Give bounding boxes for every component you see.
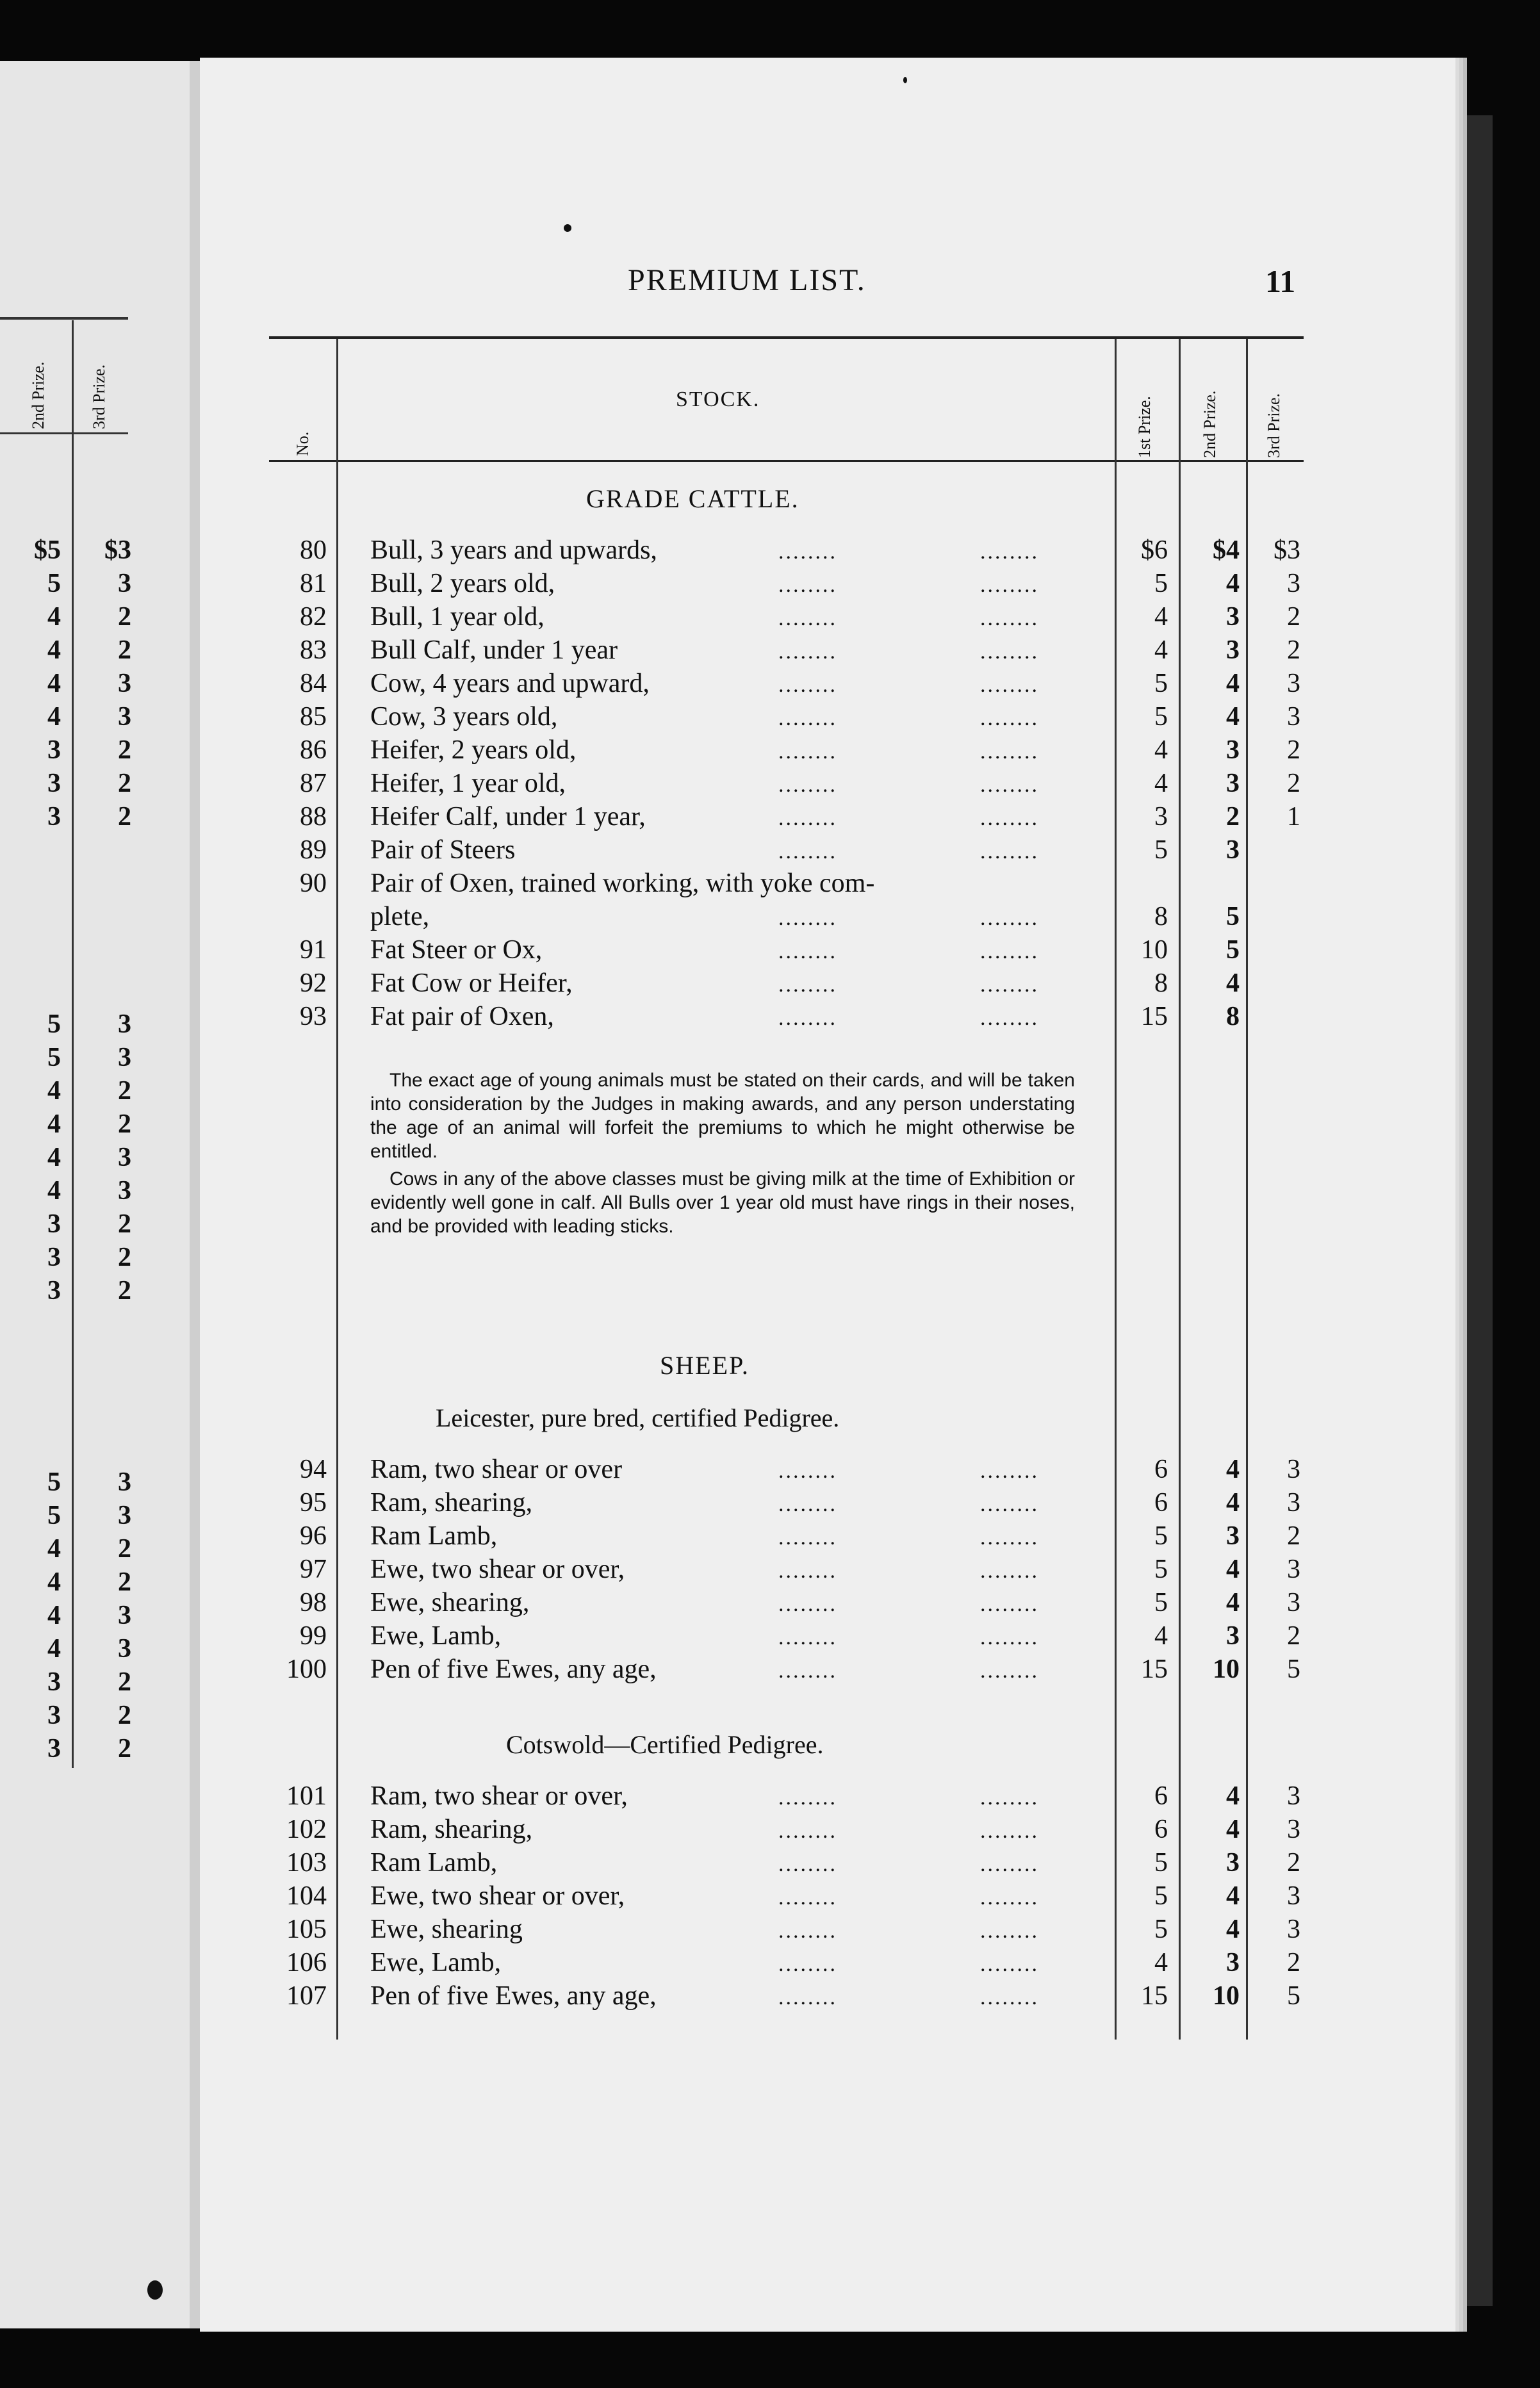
left-third-prize-value: 2 [118,1276,131,1305]
first-prize-value: 8 [1154,969,1168,998]
first-prize-value: 4 [1154,769,1168,798]
first-prize-value: 4 [1154,735,1168,765]
leader-dots: ........ [980,1559,1039,1583]
table-row [0,1914,1540,1946]
leader-dots: ........ [778,1526,837,1550]
entry-description: Fat Steer or Ox, [370,935,543,965]
leader-dots: ........ [778,973,837,997]
leader-dots: ........ [980,1492,1039,1516]
left-third-prize-value: 3 [118,1043,131,1072]
note-cows: Cows in any of the above classes must be giving milk at the time of Exhibition or evidently well gone in calf. All Bulls over 1 year old must have rings in their noses, and be provided with leading sticks. [370,1168,1075,1237]
third-prize-value: 5 [1287,1655,1300,1684]
left-column-header-third-prize: 3rd Prize. [90,364,108,429]
left-third-prize-value: 2 [118,1243,131,1272]
second-prize-value: 5 [1226,902,1240,931]
third-prize-value: 2 [1287,635,1300,665]
entry-description: Pen of five Ewes, any age, [370,1981,657,2011]
left-second-prize-value: 5 [47,1010,61,1039]
table-row [0,735,1540,767]
third-prize-value: 2 [1287,1621,1300,1651]
leader-dots: ........ [980,573,1039,597]
table-row [0,1521,1540,1553]
section-heading-grade-cattle: GRADE CATTLE. [586,484,799,513]
subheading-leicester: Leicester, pure bred, certified Pedigree. [436,1403,840,1432]
third-prize-value: 3 [1287,1555,1300,1584]
left-second-prize-value: 3 [47,802,61,831]
leader-dots: ........ [778,1952,837,1976]
ink-speck [564,224,571,232]
leader-dots: ........ [778,1459,837,1483]
entry-number: 103 [286,1848,327,1877]
table-row [0,535,1540,567]
first-prize-value: 15 [1141,1002,1168,1031]
third-prize-value: 3 [1287,1488,1300,1517]
second-prize-value: 4 [1226,1488,1240,1517]
entry-description: Ewe, Lamb, [370,1621,502,1651]
left-second-prize-value: 3 [47,1701,61,1730]
entry-description: Ram Lamb, [370,1848,498,1877]
left-page-rule [0,432,128,434]
left-second-prize-value: 5 [47,569,61,598]
entry-number: 84 [300,669,327,698]
left-third-prize-value: 3 [118,1143,131,1172]
leader-dots: ........ [778,640,837,664]
table-row [0,1587,1540,1619]
second-prize-value: 3 [1226,602,1240,632]
table-row [0,701,1540,733]
left-third-prize-value: 3 [118,1501,131,1530]
leader-dots: ........ [778,773,837,797]
second-prize-value: 4 [1226,702,1240,732]
second-prize-value: 4 [1226,1781,1240,1811]
entry-number: 90 [300,869,327,898]
leader-dots: ........ [980,707,1039,730]
third-prize-value: 3 [1287,1781,1300,1811]
first-prize-value: 15 [1141,1655,1168,1684]
second-prize-value: 4 [1226,1915,1240,1944]
first-prize-value: 5 [1154,835,1168,865]
entry-description: Pair of Steers [370,835,516,865]
table-row [0,1454,1540,1486]
table-row [0,1814,1540,1846]
leader-dots: ........ [778,540,837,564]
leader-dots: ........ [980,1459,1039,1483]
table-row [0,1487,1540,1519]
third-prize-value: 5 [1287,1981,1300,2011]
left-third-prize-value: 3 [118,1010,131,1039]
entry-number: 86 [300,735,327,765]
entry-description: Bull, 2 years old, [370,569,555,598]
first-prize-value: 4 [1154,635,1168,665]
entry-number: 81 [300,569,327,598]
entry-description: Ram, two shear or over, [370,1781,628,1811]
left-third-prize-value: 2 [118,769,131,798]
left-second-prize-value: 5 [47,1468,61,1497]
entry-number: 88 [300,802,327,831]
leader-dots: ........ [778,1919,837,1943]
leader-dots: ........ [980,973,1039,997]
page-number: 11 [1265,263,1296,299]
left-second-prize-value: 4 [47,635,61,665]
top-rule [269,336,1304,339]
entry-description: Cow, 4 years and upward, [370,669,650,698]
entry-number: 104 [286,1881,327,1911]
third-prize-value: 3 [1287,669,1300,698]
left-second-prize-value: 4 [47,602,61,632]
entry-number: 85 [300,702,327,732]
entry-description: Ewe, Lamb, [370,1948,502,1977]
left-third-prize-value: 2 [118,635,131,665]
left-page-divider-2 [0,317,128,320]
leader-dots: ........ [980,740,1039,764]
entry-number: 83 [300,635,327,665]
left-third-prize-value: 2 [118,1667,131,1697]
entry-description: Heifer, 2 years old, [370,735,577,765]
leader-dots: ........ [980,1592,1039,1616]
left-second-prize-value: 4 [47,1076,61,1106]
left-second-prize-value: 3 [47,1243,61,1272]
second-prize-value: 2 [1226,802,1240,831]
second-prize-value: 8 [1226,1002,1240,1031]
third-prize-value: 3 [1287,1815,1300,1844]
second-prize-value: 3 [1226,835,1240,865]
second-prize-value: 3 [1226,1521,1240,1551]
left-second-prize-value: 4 [47,1534,61,1564]
third-prize-value: 2 [1287,1521,1300,1551]
ink-speck [903,77,907,83]
second-prize-value: 4 [1226,669,1240,698]
entry-description: Ewe, shearing [370,1915,523,1944]
table-row [0,1981,1540,2013]
left-third-prize-value: 3 [118,1634,131,1664]
first-prize-value: 5 [1154,702,1168,732]
entry-description: Fat Cow or Heifer, [370,969,573,998]
third-prize-value: 3 [1287,702,1300,732]
entry-number: 80 [300,536,327,565]
leader-dots: ........ [778,1819,837,1843]
table-row [0,935,1540,967]
entry-description: Ram, two shear or over [370,1455,623,1484]
first-prize-value: 5 [1154,1848,1168,1877]
leader-dots: ........ [980,1886,1039,1910]
first-prize-value: 3 [1154,802,1168,831]
leader-dots: ........ [778,940,837,963]
entry-description: Heifer, 1 year old, [370,769,566,798]
section-heading-sheep: SHEEP. [660,1351,750,1380]
entry-description: Bull Calf, under 1 year [370,635,618,665]
leader-dots: ........ [980,1006,1039,1030]
third-prize-value: 3 [1287,569,1300,598]
left-second-prize-value: $5 [34,536,61,565]
entry-number: 93 [300,1002,327,1031]
first-prize-value: 5 [1154,1588,1168,1617]
column-header-second-prize: 2nd Prize. [1200,390,1219,458]
first-prize-value: 5 [1154,569,1168,598]
note-age: The exact age of young animals must be stated on their cards, and will be taken into consideration by the Judges in making awards, and any person understating the age of an animal will forfeit the premiums to which he might otherwise be entitled. [370,1070,1075,1162]
leader-dots: ........ [778,1006,837,1030]
left-third-prize-value: 2 [118,1534,131,1564]
entry-number: 102 [286,1815,327,1844]
first-prize-value: 8 [1154,902,1168,931]
page-title: PREMIUM LIST. [628,263,866,297]
leader-dots: ........ [980,940,1039,963]
leader-dots: ........ [778,1559,837,1583]
first-prize-value: 6 [1154,1781,1168,1811]
entry-number: 82 [300,602,327,632]
left-second-prize-value: 5 [47,1043,61,1072]
table-row [0,1654,1540,1686]
first-prize-value: 5 [1154,1555,1168,1584]
third-prize-value: 3 [1287,1588,1300,1617]
first-prize-value: $6 [1141,536,1168,565]
table-row [0,1554,1540,1586]
second-prize-value: 4 [1226,1881,1240,1911]
entry-description: Ewe, two shear or over, [370,1555,625,1584]
first-prize-value: 6 [1154,1488,1168,1517]
left-third-prize-value: 2 [118,602,131,632]
left-third-prize-value: 2 [118,1209,131,1239]
third-prize-value: 3 [1287,1455,1300,1484]
header-rule [269,460,1304,462]
third-prize-value: $3 [1274,536,1300,565]
entry-number: 99 [300,1621,327,1651]
leader-dots: ........ [778,573,837,597]
second-prize-value: 3 [1226,1848,1240,1877]
column-header-no: No. [293,431,312,456]
left-third-prize-value: 3 [118,702,131,732]
first-prize-value: 4 [1154,1948,1168,1977]
entry-number: 98 [300,1588,327,1617]
table-row [0,1781,1540,1813]
left-second-prize-value: 4 [47,1601,61,1630]
entry-description: Ram, shearing, [370,1815,533,1844]
left-third-prize-value: 3 [118,569,131,598]
first-prize-value: 5 [1154,1915,1168,1944]
entry-number: 94 [300,1455,327,1484]
first-prize-value: 5 [1154,1881,1168,1911]
ink-speck [147,2280,163,2300]
third-prize-value: 2 [1287,769,1300,798]
table-row [0,601,1540,634]
left-second-prize-value: 4 [47,1567,61,1597]
leader-dots: ........ [980,806,1039,830]
leader-dots: ........ [980,1919,1039,1943]
leader-dots: ........ [980,840,1039,863]
entry-description: Pair of Oxen, trained working, with yoke com- [370,869,875,898]
leader-dots: ........ [980,640,1039,664]
table-row [0,1847,1540,1879]
entry-number: 107 [286,1981,327,2011]
first-prize-value: 4 [1154,1621,1168,1651]
left-third-prize-value: 2 [118,1076,131,1106]
entry-number: 91 [300,935,327,965]
table-row [0,768,1540,800]
entry-number: 106 [286,1948,327,1977]
left-third-prize-value: 3 [118,1176,131,1206]
leader-dots: ........ [980,1786,1039,1810]
leader-dots: ........ [778,906,837,930]
second-prize-value: 4 [1226,569,1240,598]
left-second-prize-value: 3 [47,1667,61,1697]
table-row [0,968,1540,1000]
entry-number: 101 [286,1781,327,1811]
first-prize-value: 6 [1154,1455,1168,1484]
second-prize-value: 3 [1226,769,1240,798]
leader-dots: ........ [980,1952,1039,1976]
table-row [0,868,1540,900]
left-second-prize-value: 3 [47,1276,61,1305]
leader-dots: ........ [980,607,1039,630]
table-row [0,1001,1540,1033]
entry-description: Ewe, shearing, [370,1588,530,1617]
entry-number: 87 [300,769,327,798]
left-second-prize-value: 3 [47,735,61,765]
leader-dots: ........ [778,673,837,697]
entry-description: Heifer Calf, under 1 year, [370,802,646,831]
second-prize-value: 5 [1226,935,1240,965]
left-third-prize-value: 2 [118,1734,131,1763]
left-third-prize-value: 2 [118,1109,131,1139]
left-third-prize-value: 3 [118,1601,131,1630]
left-second-prize-value: 4 [47,1176,61,1206]
leader-dots: ........ [778,1852,837,1876]
leader-dots: ........ [778,1886,837,1910]
left-third-prize-value: 2 [118,1701,131,1730]
column-header-third-prize: 3rd Prize. [1265,393,1283,458]
entry-number: 96 [300,1521,327,1551]
left-third-prize-value: 3 [118,669,131,698]
entry-number: 97 [300,1555,327,1584]
leader-dots: ........ [778,1492,837,1516]
table-row [0,1621,1540,1653]
column-header-stock: STOCK. [676,388,760,411]
third-prize-value: 2 [1287,735,1300,765]
left-third-prize-value: 2 [118,1567,131,1597]
left-second-prize-value: 3 [47,1209,61,1239]
leader-dots: ........ [980,1659,1039,1683]
leader-dots: ........ [980,540,1039,564]
cattle-notes [370,1068,1075,1242]
third-prize-value: 1 [1287,802,1300,831]
leader-dots: ........ [980,773,1039,797]
second-prize-value: 3 [1226,635,1240,665]
column-header-first-prize: 1st Prize. [1135,396,1154,458]
entry-number: 92 [300,969,327,998]
first-prize-value: 4 [1154,602,1168,632]
second-prize-value: 3 [1226,1621,1240,1651]
leader-dots: ........ [778,806,837,830]
leader-dots: ........ [778,607,837,630]
third-prize-value: 2 [1287,602,1300,632]
left-second-prize-value: 4 [47,1634,61,1664]
table-row [0,1881,1540,1913]
third-prize-value: 3 [1287,1915,1300,1944]
second-prize-value: 4 [1226,1555,1240,1584]
first-prize-value: 5 [1154,669,1168,698]
first-prize-value: 5 [1154,1521,1168,1551]
first-prize-value: 6 [1154,1815,1168,1844]
left-second-prize-value: 3 [47,769,61,798]
second-prize-value: 10 [1213,1655,1240,1684]
table-row [0,635,1540,667]
leader-dots: ........ [778,1786,837,1810]
third-prize-value: 3 [1287,1881,1300,1911]
table-row [0,1947,1540,1979]
left-second-prize-value: 4 [47,702,61,732]
left-third-prize-value: $3 [104,536,131,565]
leader-dots: ........ [980,673,1039,697]
second-prize-value: 3 [1226,1948,1240,1977]
table-row [0,568,1540,600]
entry-description: Fat pair of Oxen, [370,1002,554,1031]
left-second-prize-value: 4 [47,1143,61,1172]
entry-description: plete, [370,902,430,931]
leader-dots: ........ [778,1659,837,1683]
leader-dots: ........ [778,1626,837,1649]
first-prize-value: 10 [1141,935,1168,965]
table-row [0,901,1540,933]
entry-description: Cow, 3 years old, [370,702,558,732]
left-third-prize-value: 2 [118,802,131,831]
table-row [0,835,1540,867]
left-third-prize-value: 3 [118,1468,131,1497]
leader-dots: ........ [778,740,837,764]
leader-dots: ........ [980,1526,1039,1550]
leader-dots: ........ [778,840,837,863]
subheading-cotswold: Cotswold—Certified Pedigree. [506,1730,824,1759]
entry-description: Bull, 1 year old, [370,602,545,632]
second-prize-value: 4 [1226,969,1240,998]
first-prize-value: 15 [1141,1981,1168,2011]
second-prize-value: 3 [1226,735,1240,765]
left-second-prize-value: 4 [47,669,61,698]
leader-dots: ........ [778,1986,837,2009]
left-second-prize-value: 3 [47,1734,61,1763]
entry-description: Bull, 3 years and upwards, [370,536,657,565]
second-prize-value: 4 [1226,1455,1240,1484]
second-prize-value: 10 [1213,1981,1240,2011]
entry-number: 95 [300,1488,327,1517]
left-second-prize-value: 4 [47,1109,61,1139]
leader-dots: ........ [980,1626,1039,1649]
entry-description: Ewe, two shear or over, [370,1881,625,1911]
entry-description: Ram, shearing, [370,1488,533,1517]
leader-dots: ........ [778,707,837,730]
left-column-header-second-prize: 2nd Prize. [29,361,47,429]
leader-dots: ........ [980,906,1039,930]
second-prize-value: 4 [1226,1815,1240,1844]
third-prize-value: 2 [1287,1848,1300,1877]
entry-number: 100 [286,1655,327,1684]
leader-dots: ........ [980,1986,1039,2009]
second-prize-value: 4 [1226,1588,1240,1617]
entry-description: Pen of five Ewes, any age, [370,1655,657,1684]
leader-dots: ........ [980,1852,1039,1876]
leader-dots: ........ [980,1819,1039,1843]
entry-number: 105 [286,1915,327,1944]
left-second-prize-value: 5 [47,1501,61,1530]
second-prize-value: $4 [1213,536,1240,565]
table-row [0,668,1540,700]
table-row [0,801,1540,833]
entry-number: 89 [300,835,327,865]
third-prize-value: 2 [1287,1948,1300,1977]
leader-dots: ........ [778,1592,837,1616]
left-third-prize-value: 2 [118,735,131,765]
entry-description: Ram Lamb, [370,1521,498,1551]
